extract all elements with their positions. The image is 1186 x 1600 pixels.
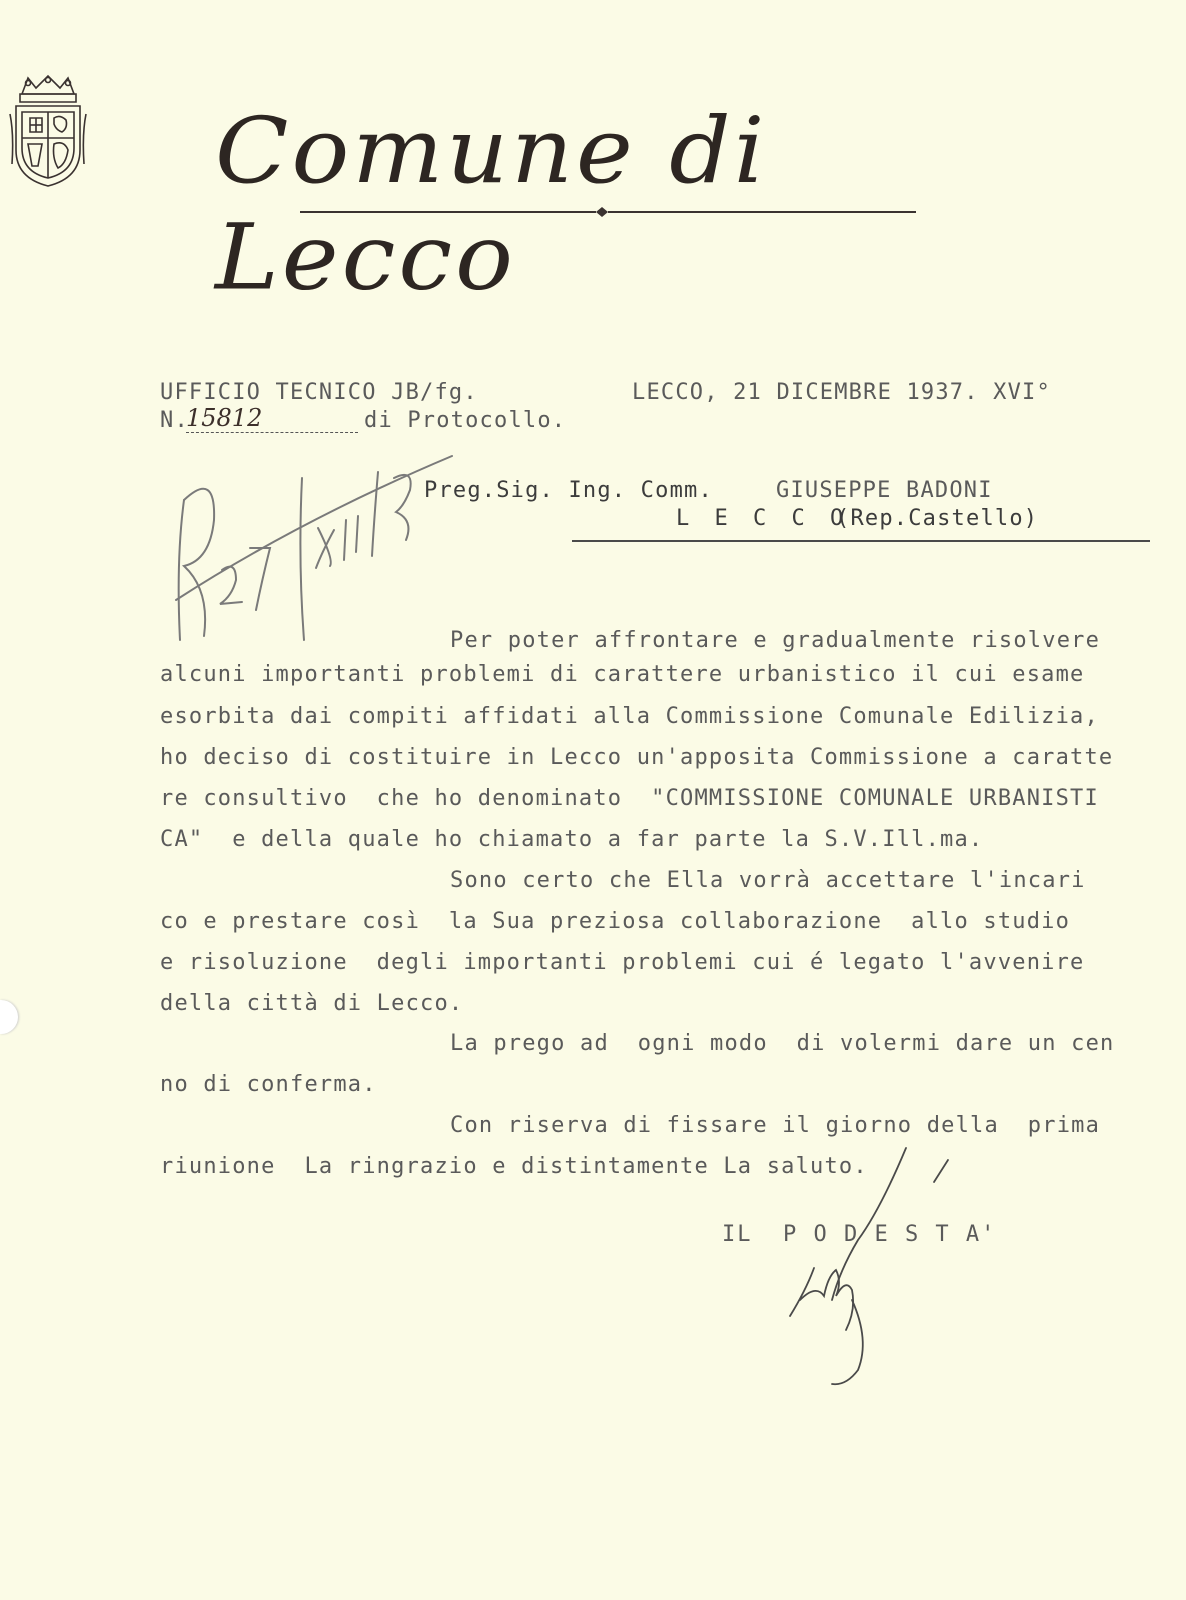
body-line: e risoluzione degli importanti problemi cui é legato l'avvenire (160, 950, 1085, 975)
protocol-underline (186, 431, 358, 433)
body-line: re consultivo che ho denominato "COMMISSIONE COMUNALE URBANISTI (160, 786, 1099, 811)
protocol-suffix: di Protocollo. (364, 408, 567, 433)
pencil-note-icon (176, 456, 452, 640)
number-prefix: N. (160, 408, 189, 433)
body-line: Sono certo che Ella vorrà accettare l'incari (450, 868, 1086, 893)
body-line: CA" e della quale ho chiamato a far parte la S.V.Ill.ma. (160, 827, 984, 852)
address-underline (572, 540, 1150, 542)
body-line: esorbita dai compiti affidati alla Commissione Comunale Edilizia, (160, 704, 1099, 729)
punch-hole (0, 1000, 18, 1034)
place-date: LECCO, 21 DICEMBRE 1937. XVI° (632, 380, 1051, 405)
body-line: Per poter affrontare e gradualmente risolvere (450, 628, 1101, 653)
coat-of-arms-icon (8, 74, 88, 190)
body-line: no di conferma. (160, 1072, 377, 1097)
body-line: alcuni importanti problemi di carattere urbanistico il cui esame (160, 662, 1085, 687)
body-line: della città di Lecco. (160, 991, 464, 1016)
office-reference: UFFICIO TECNICO JB/fg. (160, 380, 478, 405)
recipient-salutation: Preg.Sig. Ing. Comm. (424, 478, 713, 503)
body-line: riunione La ringrazio e distintamente La saluto. (160, 1154, 868, 1179)
closing-title: IL P O D E S T A' (722, 1222, 997, 1247)
signature-icon (790, 1148, 948, 1384)
body-line: La prego ad ogni modo di volermi dare un cen (450, 1031, 1115, 1056)
recipient-address: (Rep.Castello) (836, 506, 1039, 531)
recipient-name: GIUSEPPE BADONI (776, 478, 993, 503)
protocol-number: 15812 (186, 404, 263, 432)
body-line: co e prestare così la Sua preziosa collaborazione allo studio (160, 909, 1071, 934)
letterhead (175, 40, 1075, 311)
letterhead-divider (300, 206, 920, 218)
body-line: Con riserva di fissare il giorno della prima (450, 1113, 1101, 1138)
body-line: ho deciso di costituire in Lecco un'apposita Commissione a caratte (160, 745, 1114, 770)
recipient-city: L E C C O (676, 506, 850, 531)
letterhead-title: Comune di Lecco (215, 97, 768, 311)
